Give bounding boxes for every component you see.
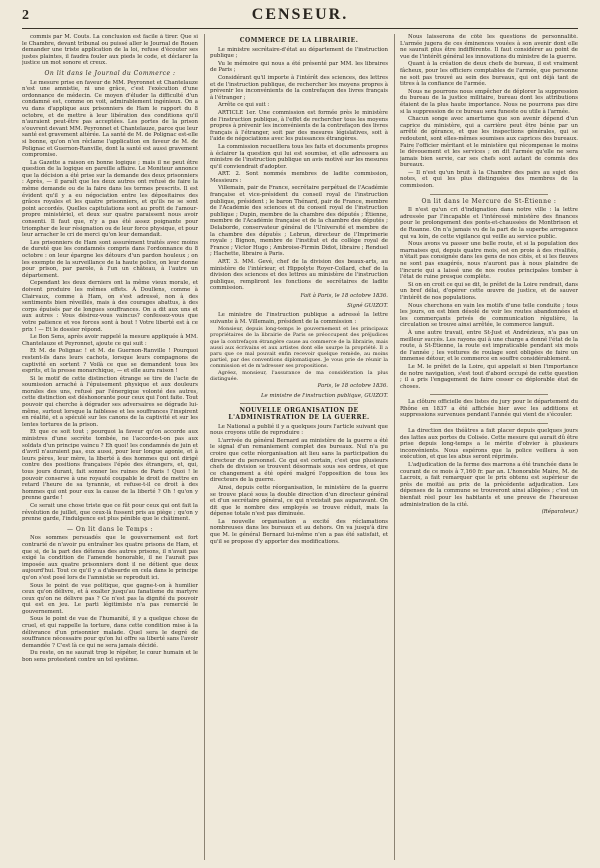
section-separator bbox=[430, 194, 548, 195]
article-paragraph: ART. 2. Sont nommés membres de ladite commission, Messieurs : bbox=[210, 171, 388, 184]
article-paragraph: Ce serait une chose triste que ce fût pour ceux qui ont fait la révolution de juillet, que ceux-là fussent pris au piège ; qu'on y prenne garde, l'indulgence est plus pénible que le châtiment. bbox=[22, 502, 198, 523]
header-rule bbox=[22, 28, 578, 29]
article-paragraph: Chacun songe avec amertume que son avenir dépend d'un caprice du ministère, qui a carrière peut être bénie par un arrêté de gérance, et que les inspections générales, qui se redoutent, sont elles-mêmes soumises aux caprices des bureaux. Faire l'officier méritant et le ministère qui récompense le moins le dévouement et les services ; on dit l'armée qu'elle ne sera jamais bien servie, car ses chefs sont autant de commis des bureaux. bbox=[400, 116, 578, 169]
article-paragraph: Si le motif de cette distinction étrange se tire de l'acte de soumission arraché à l'épuisement physique et aux douleurs morales des uns, refusé par l'énergique volonté des autres, cette distinction est déshonorante pour ceux qui l'ont faite. Tout pouvoir qui cherche à dégrader ses adversaires se dégrade lui-même, surtout lorsque la faiblesse et les souffrances l'inspirent en réalité, et a spéculé sur les canons de la captivité et sur les lentes tortures de la prison. bbox=[22, 375, 198, 428]
section-separator bbox=[430, 394, 548, 395]
section-title-mercure: On lit dans le Mercure de St-Étienne : bbox=[421, 197, 557, 205]
article-paragraph: Arrête ce qui suit : bbox=[218, 102, 270, 109]
article-paragraph: Nous avons vu passer une belle route, et si la population des marnaises qui, depuis quatre mois, est en proie à des rivalités, n'était pas consignée dans les gens de nos cités, et si les fleuves ne sont pas exagérés, nous n'auront pas à nous plaindre de l'incurie qui a laissé une de nos routes principales tomber à l'état de ruine presque complète. bbox=[400, 241, 578, 281]
article-paragraph: Considérant qu'il importe à l'intérêt des sciences, des lettres et de l'instruction publique, de rechercher les moyens propres à prévenir les inconvénients de la contrefaçon des livres français à l'étranger ; bbox=[210, 74, 388, 101]
article-paragraph: Ainsi, depuis cette réorganisation, le ministère de la guerre se trouve placé sous la double direction d'un directeur général et d'un secrétaire général, ce qui n'existait pas auparavant. On dit que le nombre des employés se trouve réduit, mais la dépense totale n'est pas diminuée. bbox=[210, 484, 388, 518]
article-heading: On lit dans le Journal du Commerce : bbox=[44, 69, 176, 77]
signature: Le ministre de l'instruction publique, GUIZOT. bbox=[260, 392, 388, 399]
article-paragraph: La nouvelle organisation a excité des réclamations nombreuses dans les bureaux et au dehors. On va jusqu'à dire que M. le général Bernard lui-même n'en a pas été satisfait, et qu'il se propose d'y apporter des modifications. bbox=[210, 518, 388, 545]
section-separator bbox=[430, 423, 548, 424]
article-paragraph: La clôture officielle des listes du jury pour le département du Rhône en 1837 a été affichée hier avec les additions et suppressions survenues pendant l'année qui vient de s'écouler. bbox=[400, 399, 578, 419]
column-right bbox=[400, 34, 578, 860]
article-paragraph: Le National a publié il y a quelques jours l'article suivant que nous croyons utile de reproduire : bbox=[210, 423, 388, 437]
article-paragraph: L'adjudication de la ferme des marrons a été tranchée dans le courant de ce mois à 7,160 fr. par an. L'honorable Maire, M. de Lacroix, a fait remarquer que le prix obtenu est supérieur de près de moitié au prix de la précédente adjudication. Les dépenses de la commune se trouveront ainsi allégées ; c'est un bienfait réel pour les habitants et une preuve de l'heureuse administration de la cité. bbox=[400, 462, 578, 508]
page-number: 2 bbox=[22, 8, 29, 23]
section-title-guerre: NOUVELLE ORGANISATION DE L'ADMINISTRATION DE LA GUERRE. bbox=[228, 407, 370, 421]
article-paragraph: Vu le mémoire qui nous a été présenté par MM. les libraires de Paris ; bbox=[210, 60, 388, 74]
article-heading: — On lit dans le Temps : bbox=[66, 525, 154, 533]
article-paragraph: Et M. de Polignac ! et M. de Guernon-Ranville ! Pourquoi restent-ils dans leurs cachots, lorsque leurs compagnons de captivité en sortent ? Voilà ce que se demandent tous les esprits, et la presse monarchique, — et elle aura raison ! bbox=[22, 348, 198, 375]
article-paragraph: Le mesure prise en faveur de MM. Peyronnet et Chantelauze n'est une amnistie, ni une grâce, c'est l'exécution d'une ordonnance de médecin. Ce moyen d'éluder la difficulté d'un condamné est, comme on voit, admirablement ingénieux. On a vu dans d'applique aux prisonniers de Ham le rapport du 8 octobre, et de mettre à leur libération des conditions qu'il n'auraient peut-être pas acceptées. Les portes de la prison s'ouvrent devant MM. Peyronnet et Chantelauze, parce que leur santé est gravement altérée. La santé de M. de Polignac est-elle si bonne, qu'on n'en réclame l'application en faveur de M. de Polignac et Guernon-Ranville, dont la santé est aussi gravement compromise. bbox=[22, 79, 198, 159]
article-paragraph: Nous ne pourrons nous empêcher de déplorer la suppression du bureau de la justice militaire, bureau dont les attributions étaient de la plus haute importance. Nous ne pourrons pas dire si la suppression de ce bureau sera funeste ou utile à l'armée. bbox=[400, 88, 578, 115]
article-paragraph: Cependant les deux derniers ont la même vieux morale, et doivent produire les mêmes effets. À Doullens, comme à Clairvaux, comme à Ham, on s'est adressé, non à des sentiments bien réveillés, mais à des courages abattus, à des corps épuisés par de longues souffrances. On a dit aux uns et aux autres : Vous désirez-vous vaincus? confessez-vous que votre patience et vos forces sont à bout ! Votre liberté est à ce prix ! — Et le dossier répond. bbox=[22, 280, 198, 333]
place-date: Fait à Paris, le 18 octobre 1836. bbox=[300, 292, 388, 299]
article-paragraph: À une autre travail, entre St-Just et Andrézieux, n'a pas un meilleur succès. Les rayons qui à une charge a donné l'état de la route, à St-Étienne, la route est impraticable pendant six mois de l'année ; les voitures de roulage sont obligées de faire un immense détour, et le commerce en souffre considérablement. bbox=[400, 329, 578, 363]
article-paragraph: — Il n'est qu'un bruit à la Chambre des pairs au sujet des notes, et qui les plus distinguées des membres de la commission. bbox=[400, 169, 578, 190]
article-paragraph: L'arrivée du général Bernard au ministère de la guerre a été le signal d'un remaniement complet des bureaux. Nul n'a pu croire que cette réorganisation ait lieu sans la participation du directeur du personnel. Ce qui est certain, c'est que plusieurs chefs de division se trouvent désormais sous ses ordres, et que ce changement a été opéré malgré l'opposition de tous les directeurs de la guerre. bbox=[210, 437, 388, 484]
section-separator bbox=[240, 403, 358, 404]
article-paragraph: Il n'est qu'un cri d'indignation dans notre ville : la lettre adressée par l'incapable et l'intéressé ministère des finances pour le prolongement des ponts-et-chaussées de Montbrison et de Roanne. On n'a jamais vu de la part de la superbe arrogance qui va loin, de cette vigilance qui veille au service public. bbox=[400, 207, 578, 240]
article-paragraph: commis par M. Couts. La conclusion est facile à tirer. Que si le Chambre, devant tribunal ou puissé aller le Journal de Rouen demander une triste application de la loi, refuse d'écouter ses justes plaintes, il faudra fouler aux pieds le code, et déclarer la justice un mot sonore et creux. bbox=[22, 34, 198, 67]
section-title-librairie: COMMERCE DE LA LIBRAIRIE. bbox=[239, 37, 359, 44]
masthead-title: CENSEUR. bbox=[251, 6, 349, 23]
article-paragraph: La Gazette a raison en bonne logique ; mais il ne peut être question de la logique en pareille affaire. Le Moniteur annonce que la décision a été prise sur la demande des deux prisonniers : Après, — il paraît que les deux autres ont refusé de faire la même demande ou de la faire dans les termes prescrits. Il est évident qu'il y a eu négociation entre les dépositaires des grâces royales et les quatre prisonniers, et qu'ils ne se sont point accordés. Quelles capitulations sont au profit de l'amour-propre ministériel, et deux sur quatre paraissent nous avoir consenti. Il faut que, n'y a pas été assez poignante pour triompher de leur résignation ou de leur force physique, et pour leur arracher le cri de merci qu'on leur demandait. bbox=[22, 159, 198, 239]
article-paragraph: Si on en croit ce qui se dit, le préfet de la Loire rendrait, dans un bref délai, d'opérer cette œuvre de justice, et de sauver l'intérêt de nos populations. bbox=[400, 281, 578, 301]
place-date: Paris, le 18 octobre 1836. bbox=[317, 383, 388, 390]
article-paragraph: Et que ce soit tout ; pourquoi la faveur qu'on accorde aux ministres d'une secrète tombée, ne l'accorde-t-on pas aux soldats d'un principe vaincu ? Eh quoi! les condamnés de juin et d'avril n'auraient pas, eux aussi, pour leur longue agonie, et à leurs pères, leur mère, la liberté à des hommes qui ont dirigé contre des positions françaises l'épée des étrangers, et, qui, tous jours durant, fait sonner les ruines de Paris ! Quoi ! le pouvoir conserve à une royauté coupable le droit de mettre en retard l'heure de sa tyrannie, et refuse-t-il ce droit à des hommes qui ont pour eux la cause de la liberté ? Oh ! qu'on y prenne garde ! bbox=[22, 429, 198, 502]
column-left bbox=[22, 34, 198, 860]
article-paragraph: La commission recueillera tous les faits et documents propres à éclairer la question qui lui est soumise, et elle adressera au ministre de l'instruction publique un avis motivé sur les mesures qu'il conviendrait d'adopter. bbox=[210, 143, 388, 170]
article-paragraph: Agréez, monsieur, l'assurance de ma considération la plus distinguée. bbox=[210, 370, 388, 383]
article-paragraph: Le Bon Sens, après avoir rappelé la mesure appliquée à MM. Chantelauze et Peyronnet, ajoute ce qui suit : bbox=[22, 334, 198, 347]
article-paragraph: Du reste, on ne saurait trop le répéter, le cœur humain et le bon sens protestent contre un tel système. bbox=[22, 650, 198, 664]
article-paragraph: Le ministre de l'instruction publique a adressé la lettre suivante à M. Villemain, président de la commission : bbox=[210, 312, 388, 325]
article-paragraph: La direction des théâtres a fait placer depuis quelques jours des lattes aux portes du Colisée. Cette mesure qui aurait dû être prise depuis long-temps a le mérite d'obvier à plusieurs inconvénients. Nous espérons que la police veillera à son exécution, et que les abus seront réprimés. bbox=[400, 428, 578, 461]
article-paragraph: Quant à la création de deux chefs de bureau, il est vraiment fâcheux, pour les officiers comptables de l'armée, que personne ne soit pas trouvé au sein des bureaux, qui ont déjà tant de titres à la confiance de l'armée. bbox=[400, 61, 578, 88]
article-paragraph: ART. 3. MM. Gevé, chef de la division des beaux-arts, au ministère de l'intérieur, et Hippolyte Royer-Collard, chef de la division des sciences et des lettres au ministère de l'instruction publique, rempliront les fonctions de secrétaires de ladite commission. bbox=[210, 259, 388, 292]
article-paragraph: Nous laisserons de côté les questions de personnalité. L'armée jugera de ces éminences vouées à son avenir dont elle ne saurait plus être indifférente. Il faut considérer au point de vue de l'intérêt général les innovations du ministre de la guerre. bbox=[400, 34, 578, 60]
article-paragraph: Sous le point de vue de l'humanité, il y a quelque chose de cruel, et qui rappelle la torture, dans cette condition mise à la délivrance d'un prisonnier malade. Quel sera le degré de souffrance nécessaire pour qu'on lui offre sa liberté sans l'avoir demandée ? C'est là ce qui ne sera jamais décidé. bbox=[22, 616, 198, 649]
article-paragraph: Le ministre secrétaire-d'état au département de l'instruction publique ; bbox=[210, 46, 388, 60]
article-paragraph: Les prisonniers de Ham sont assurément traités avec moins de dureté que les condamnés compris dans l'ordonnance du 8 octobre : on leur épargne les détours d'un pardon houleux ; on les exempte de la surveillance de la haute police, on leur donne pour prison, par parole, à l'un un château, à l'autre un département. bbox=[22, 239, 198, 279]
column-divider bbox=[394, 34, 395, 860]
article-paragraph: Le M. le préfet de la Loire, qui appelait si bien l'importance de notre navigation, s'est tout d'abord occupé de cette question ; il a pris l'engagement de faire cesser ce déplorable état de choses. bbox=[400, 363, 578, 390]
column-middle bbox=[210, 34, 388, 860]
source-attribution: (Réparateur.) bbox=[541, 509, 578, 516]
article-paragraph: Villemain, pair de France, secrétaire perpétuel de l'Académie française et vice-président du conseil royal de l'instruction publique, président ; le baron Thénard, pair de France, membre de l'Académie des sciences et du conseil royal de l'instruction publique ; Dupin, membre de la chambre des députés ; Étienne, membre de l'Académie française et de la chambre des députés ; Delaborde, conservateur général de l'Université et membre de la chambre des députés ; Lebrun, directeur de l'Imprimerie royale ; Bignon, membre de l'institut et du collège royal de France ; Victor Hugo ; Ambroise-Firmin Didot, libraire ; Renduel ; Hachette, libraire à Paris. bbox=[210, 185, 388, 258]
article-paragraph: Nos sommes persuadés que le gouvernement est fort contrarié de n'avoir pu entraîner les quatre prisons de Ham, et que si, de la part des détenus des autres prisons, il n'avait pas exigé la condition de l'amende honorable, il ne l'aurait pas imposée aux quatre prisonniers dont il ne détient que deux aujourd'hui. Tout ce qu'il y a d'absurde en cela dans le principe qu'on s'est posé lors de l'amnistie se reproduit ici. bbox=[22, 535, 198, 581]
article-paragraph: Nous cherchons en vain les motifs d'une telle conduite ; tous les jours, on est bien désolé de voir les routes abandonnées et les commerçants privés de communication régulière, la circulation se trouve ainsi arrêtée, le commerce languit. bbox=[400, 302, 578, 329]
signature: Signé GUIZOT. bbox=[347, 302, 388, 309]
article-paragraph: Monsieur, depuis long-temps le gouvernement et les principaux propriétaires de la librairie de Paris se préoccupent des préjudices que la contrefaçon étrangère cause au commerce de la librairie, mais aussi aux écrivains et aux artistes dont elle usurpe la propriété. Il a paru que ce mal pouvait enfin recevoir quelque remède, au moins partiel, par des conventions diplomatiques. Je vous prie de réunir la commission et de m'adresser ses propositions. bbox=[210, 326, 388, 369]
page-header bbox=[22, 6, 578, 28]
article-paragraph: Sous le point de vue politique, que gagne-t-on à humilier ceux qu'on délivre, et à exalter jusqu'au fanatisme du martyre ceux qu'on ne délivre pas ? Ce n'est pas la dignité du pouvoir qui est en jeu. Le parti légitimiste n'a pas remercié le gouvernement. bbox=[22, 582, 198, 615]
column-divider bbox=[204, 34, 205, 860]
article-paragraph: ARTICLE 1er. Une commission est formée près le ministère de l'instruction publique, à l'effet de rechercher tous les moyens propres à prévenir les inconvénients de la contrefaçon des livres français à l'étranger, soit par des mesures législatives, soit à l'aide de négociations avec les puissances étrangères. bbox=[210, 109, 388, 143]
